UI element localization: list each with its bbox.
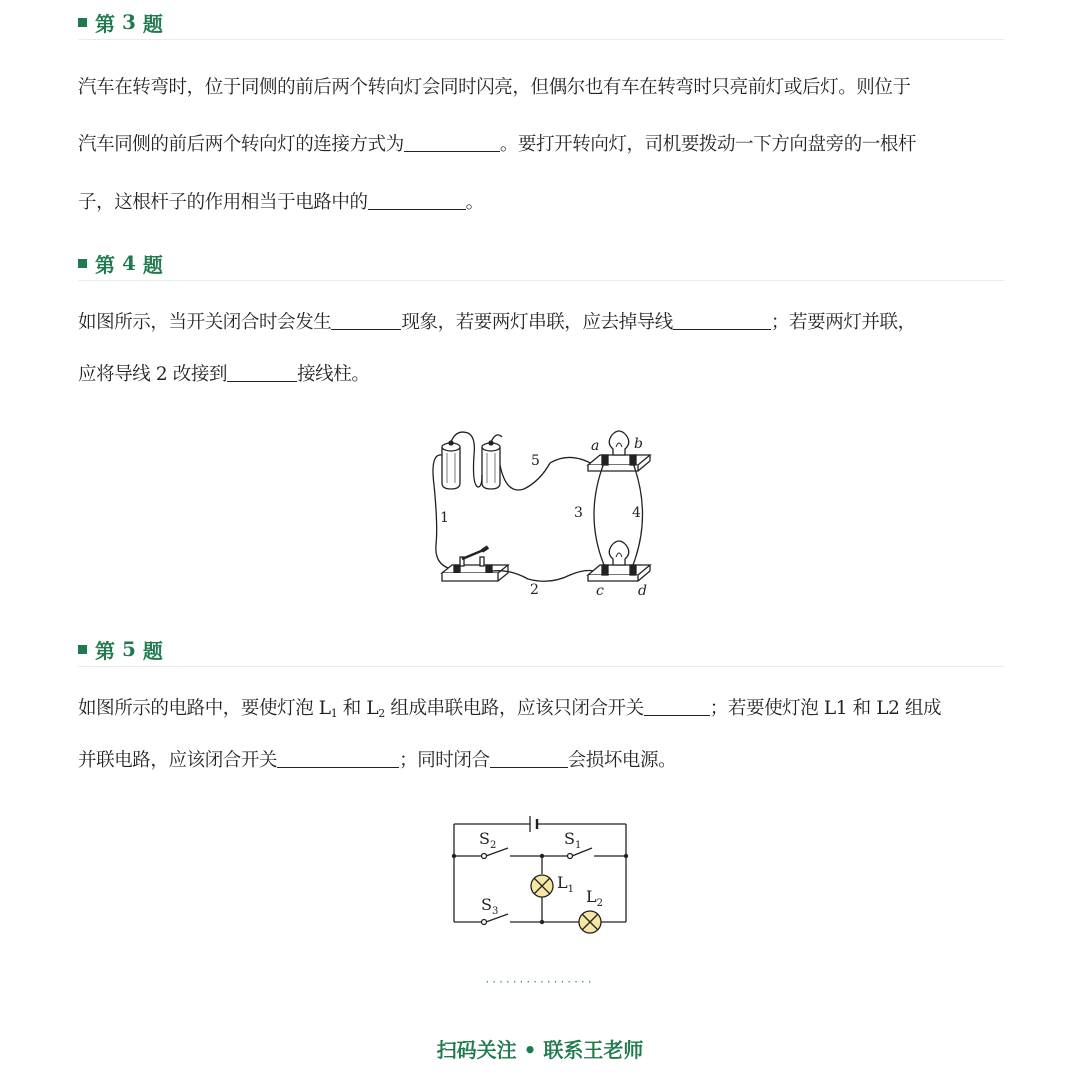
wire-number: 2 xyxy=(155,364,168,385)
terminal-label-b: b xyxy=(634,436,643,452)
q4-text: 应将导线 xyxy=(78,364,151,385)
answer-blank xyxy=(331,310,401,330)
question-4-heading xyxy=(78,246,1004,281)
q5-line-2 xyxy=(78,748,676,774)
circuit-schematic-figure xyxy=(440,806,640,946)
switch-subscript: 2 xyxy=(489,840,497,851)
square-bullet-icon xyxy=(78,18,87,27)
wire-label-1: 1 xyxy=(440,510,449,526)
switch-label-s1: S xyxy=(564,829,575,848)
question-number: 4 xyxy=(122,251,136,275)
q5-text: 和 xyxy=(342,698,361,719)
q5-text: 会损坏电源。 xyxy=(567,750,677,771)
question-number: 5 xyxy=(122,637,136,661)
q4-text: 改接到 xyxy=(172,364,228,385)
heading-prefix: 第 xyxy=(95,11,115,36)
lamp-label-l2: L xyxy=(586,887,597,906)
wire-label-3: 3 xyxy=(574,505,583,521)
footer-contact-text: 扫码关注 • 联系王老师 xyxy=(436,1038,644,1062)
svg-text:L1 xyxy=(557,873,574,895)
lamp-subscript: 2 xyxy=(596,898,603,909)
wire-label-5: 5 xyxy=(531,453,540,469)
q4-line-2 xyxy=(78,362,369,388)
answer-blank xyxy=(404,132,500,152)
lamp-symbol: L1 xyxy=(823,698,848,719)
q5-text: 如图所示的电路中，要使灯泡 xyxy=(78,698,314,719)
svg-text:S2 xyxy=(479,829,496,851)
dotted-divider: ················ xyxy=(485,975,595,989)
wire-label-2: 2 xyxy=(530,582,539,598)
square-bullet-icon xyxy=(78,259,87,268)
q3-text: 。要打开转向灯，司机要拨动一下方向盘旁的一根杆 xyxy=(499,134,917,155)
wire-label-4: 4 xyxy=(632,505,641,521)
question-5-heading xyxy=(78,632,1004,667)
answer-blank xyxy=(673,310,771,330)
lamp-subscript: 2 xyxy=(378,707,385,720)
q3-line-2 xyxy=(78,132,916,158)
answer-blank xyxy=(277,748,399,768)
heading-suffix: 题 xyxy=(142,11,163,36)
q4-text: ；若要两灯并联， xyxy=(770,312,916,333)
battery-body xyxy=(442,447,460,489)
heading-suffix: 题 xyxy=(142,252,163,277)
lamp-symbol: L xyxy=(366,698,379,719)
q5-text: 组成串联电路，应该只闭合开关 xyxy=(390,698,644,719)
q5-text: 和 xyxy=(852,698,871,719)
q3-text: 汽车在转弯时，位于同侧的前后两个转向灯会同时闪亮，但偶尔也有车在转弯时只亮前灯或后灯。则位于 xyxy=(78,77,911,98)
question-number: 3 xyxy=(122,10,136,34)
switch-subscript: 1 xyxy=(574,840,582,851)
q5-text: 组成 xyxy=(904,698,942,719)
q3-text: 汽车同侧的前后两个转向灯的连接方式为 xyxy=(78,134,404,155)
switch-label-s2: S xyxy=(479,829,490,848)
q5-text: ；若要使灯泡 xyxy=(709,698,819,719)
lamp-subscript: 1 xyxy=(567,884,574,895)
question-3-heading xyxy=(78,5,1004,40)
q5-text: 并联电路，应该闭合开关 xyxy=(78,750,278,771)
circuit-photo-figure xyxy=(420,425,660,605)
q3-line-1 xyxy=(78,75,911,101)
heading-suffix: 题 xyxy=(142,638,163,663)
q5-line-1 xyxy=(78,696,941,722)
q4-text: 接线柱。 xyxy=(297,364,370,385)
q3-text: 。 xyxy=(465,192,484,213)
q3-line-3 xyxy=(78,190,484,216)
svg-text:S3 xyxy=(481,895,498,917)
lamp-symbol: L2 xyxy=(876,698,900,719)
q4-text: 现象，若要两灯串联，应去掉导线 xyxy=(401,312,673,333)
q5-text: ；同时闭合 xyxy=(399,750,490,771)
heading-prefix: 第 xyxy=(95,252,115,277)
heading-prefix: 第 xyxy=(95,638,115,663)
svg-text:L2 xyxy=(586,887,603,909)
lamp-label-l1: L xyxy=(557,873,568,892)
lamp-subscript: 1 xyxy=(330,707,338,720)
svg-text:S1 xyxy=(564,829,581,851)
q4-text: 如图所示，当开关闭合时会发生 xyxy=(78,312,332,333)
switch-subscript: 3 xyxy=(491,906,499,917)
answer-blank xyxy=(490,748,568,768)
switch-label-s3: S xyxy=(481,895,492,914)
lamp-symbol: L xyxy=(318,698,331,719)
square-bullet-icon xyxy=(78,645,87,654)
answer-blank xyxy=(227,362,297,382)
answer-blank xyxy=(368,190,466,210)
terminal-label-c: c xyxy=(596,583,604,599)
q3-text: 子，这根杆子的作用相当于电路中的 xyxy=(78,192,368,213)
terminal-label-a: a xyxy=(591,438,600,454)
terminal-label-d: d xyxy=(638,583,647,599)
answer-blank xyxy=(644,696,710,716)
q4-line-1 xyxy=(78,310,916,336)
